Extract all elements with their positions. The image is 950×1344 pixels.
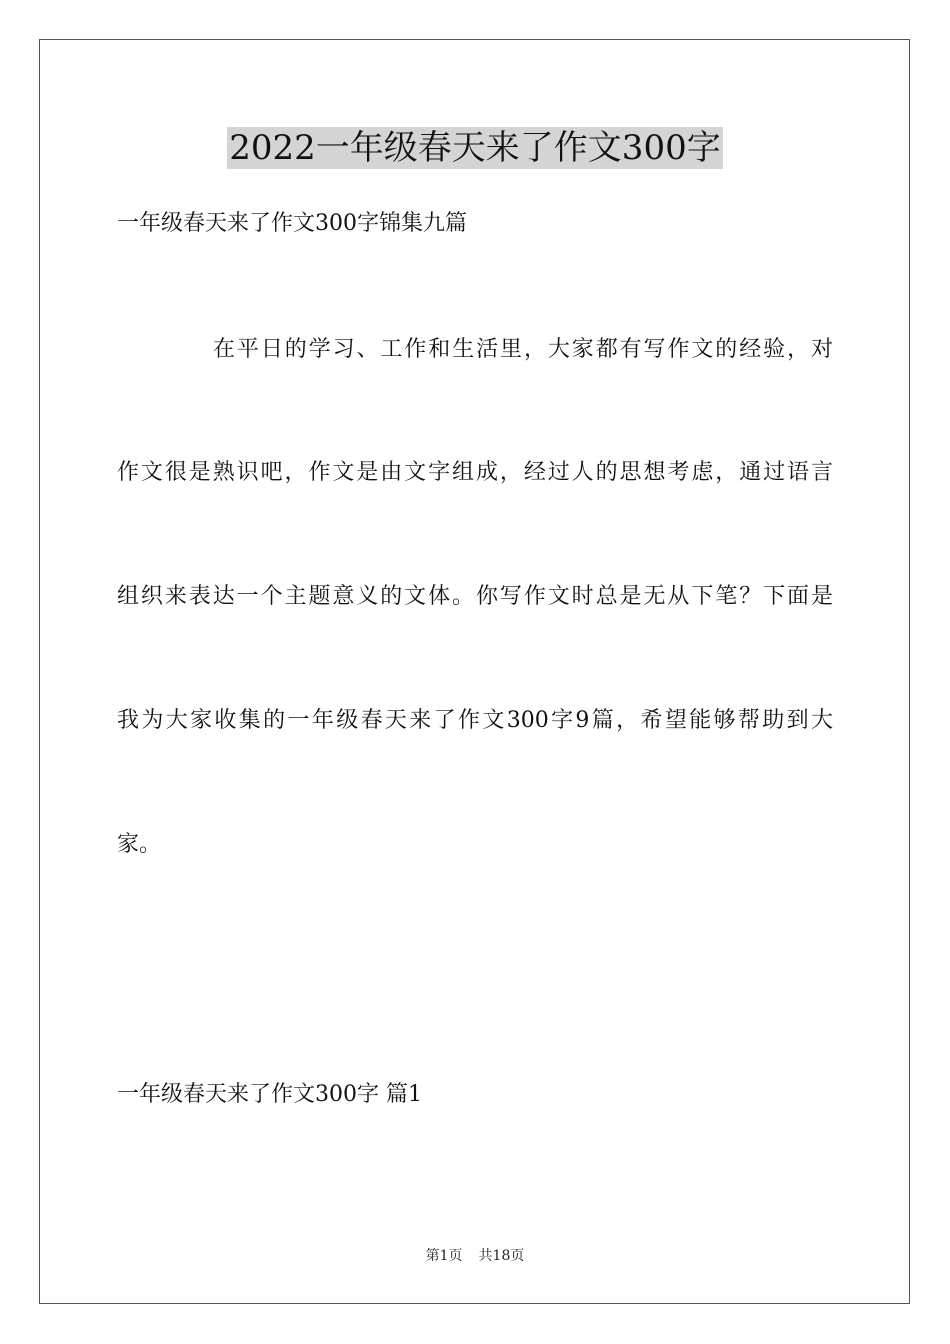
intro-line-3: 组织来表达一个主题意义的文体。你写作文时总是无从下笔？下面是: [117, 584, 833, 609]
page-footer: [0, 1246, 950, 1266]
section-heading: 一年级春天来了作文300字 篇1: [117, 1082, 422, 1107]
intro-line-1: 在平日的学习、工作和生活里，大家都有写作文的经验，对: [213, 337, 833, 362]
intro-line-5: 家。: [117, 832, 162, 857]
page-total: 共18页: [478, 1248, 525, 1264]
intro-line-2: 作文很是熟识吧，作文是由文字组成，经过人的思想考虑，通过语言: [117, 460, 833, 485]
title-container: [0, 127, 950, 169]
document-subtitle: 一年级春天来了作文300字锦集九篇: [117, 211, 467, 236]
intro-line-4: 我为大家收集的一年级春天来了作文300字9篇，希望能够帮助到大: [117, 708, 833, 733]
document-title: 2022一年级春天来了作文300字: [229, 128, 721, 168]
page-number: 第1页: [425, 1248, 463, 1264]
